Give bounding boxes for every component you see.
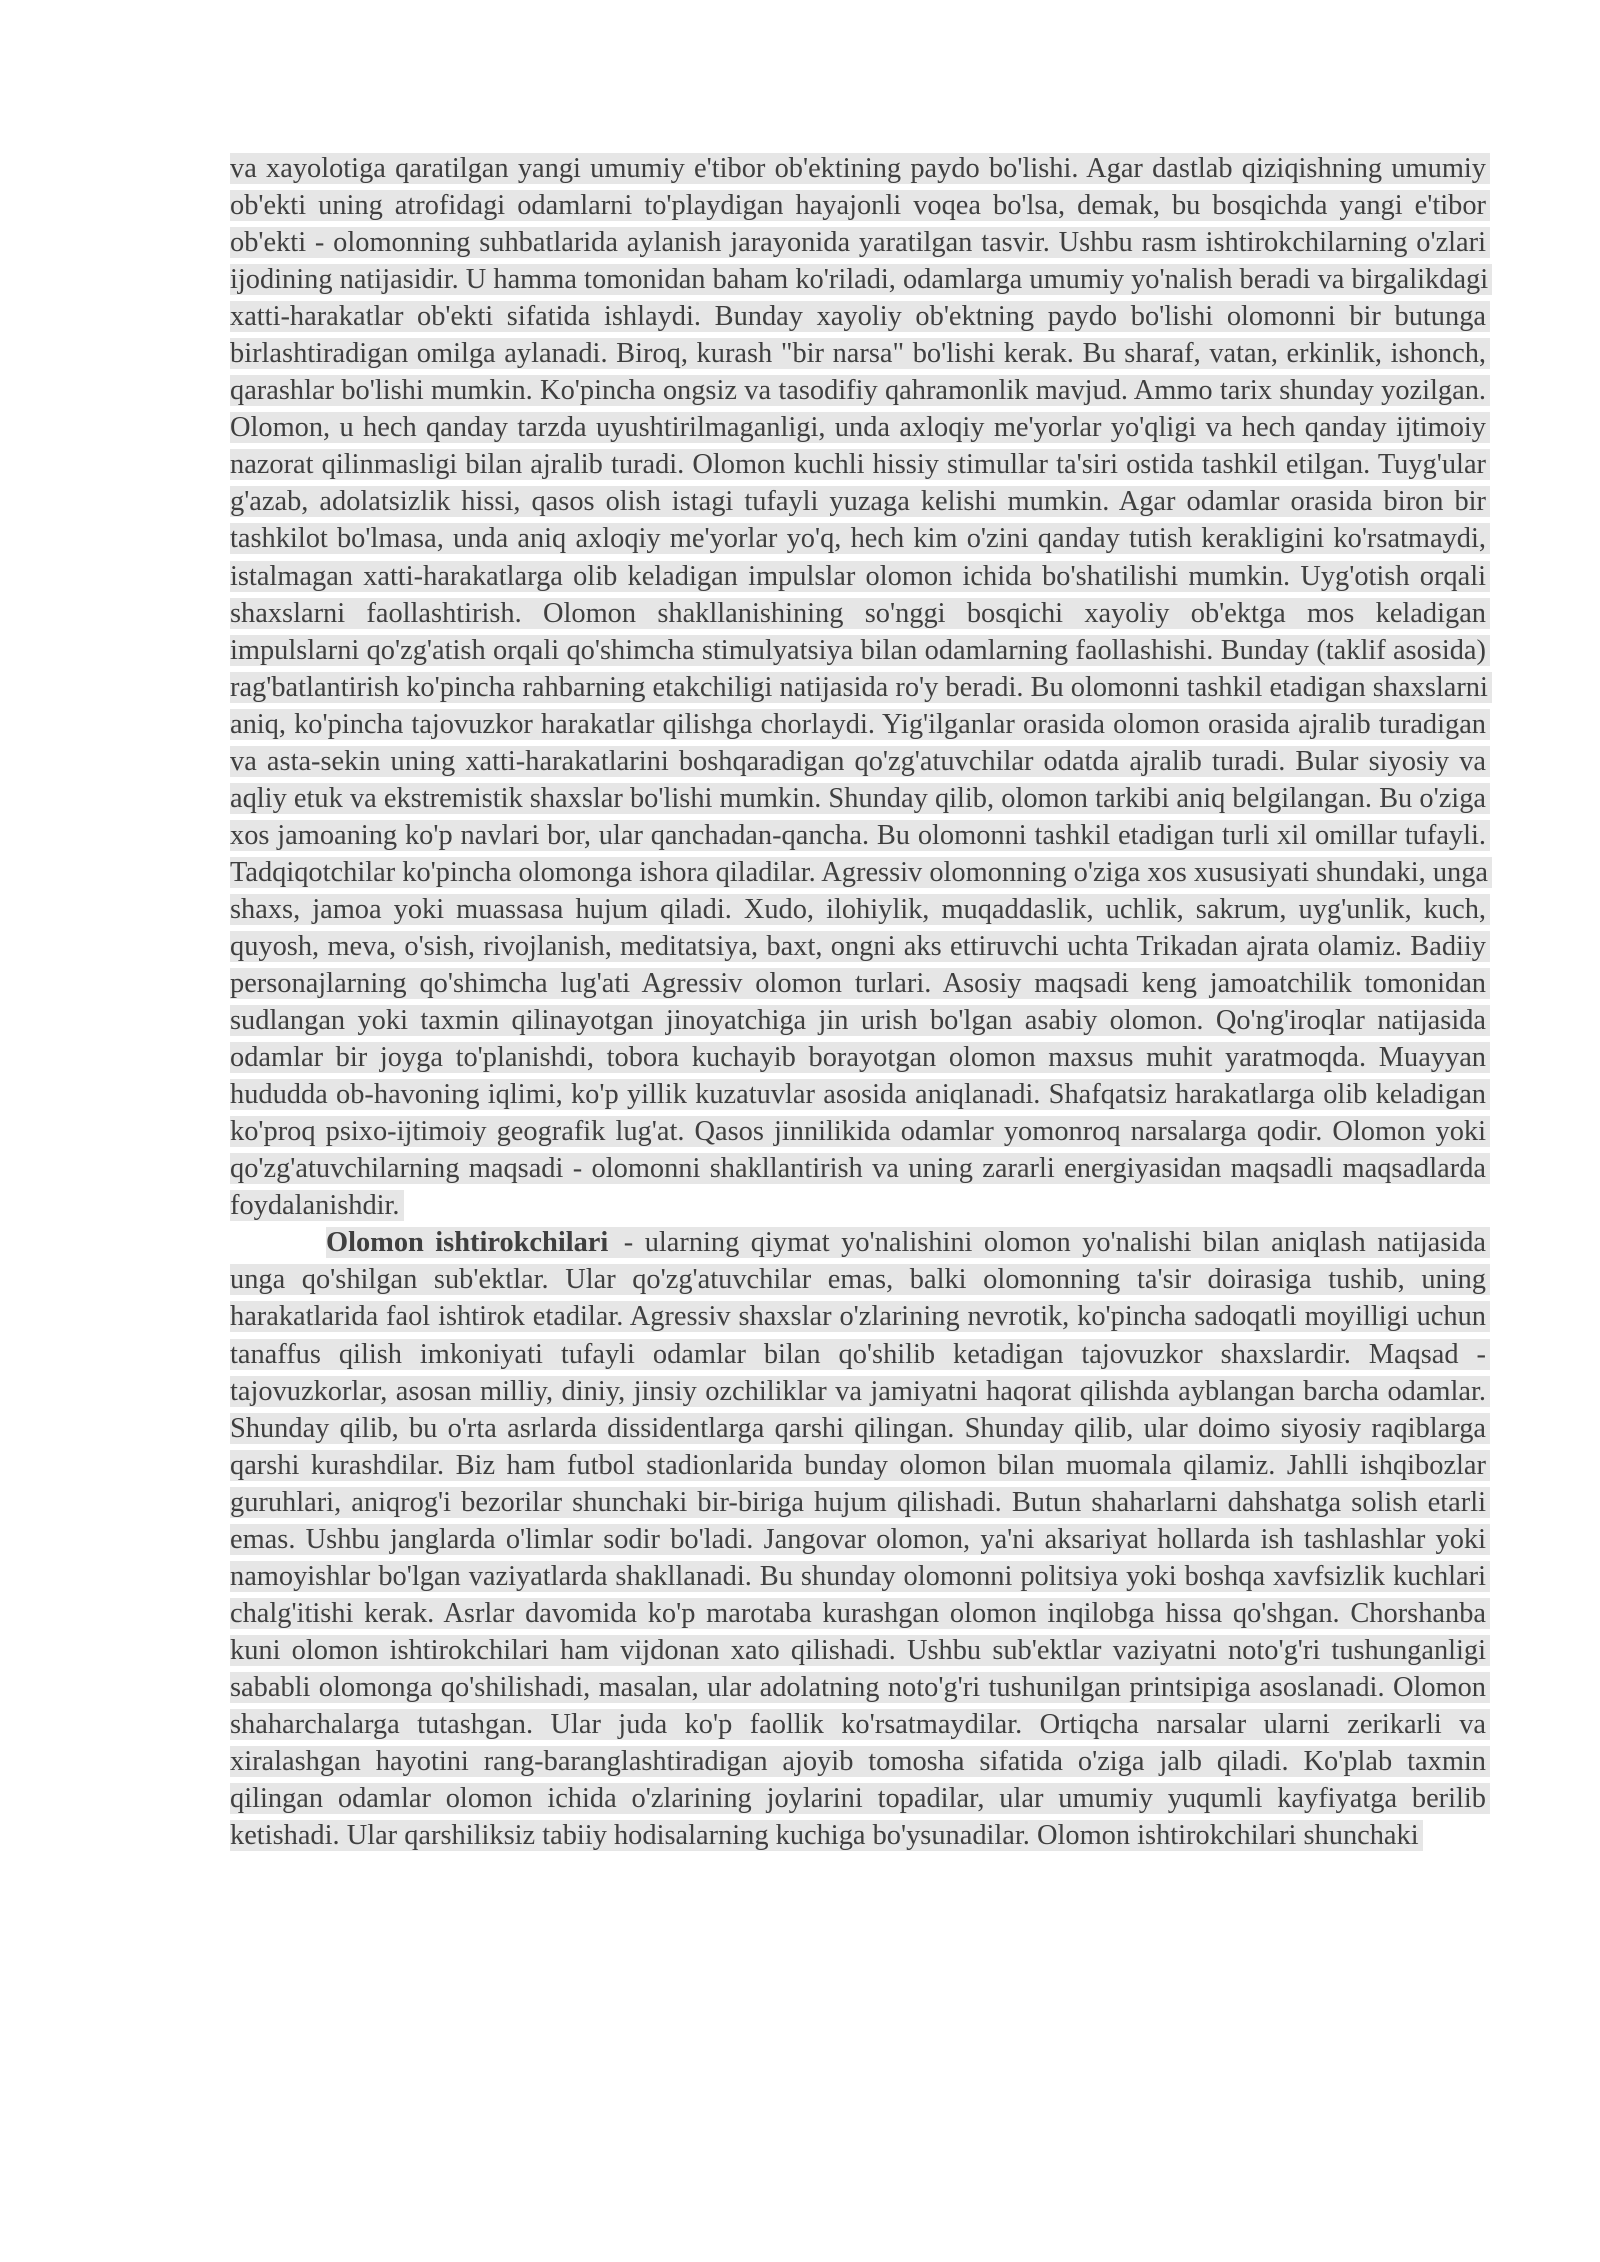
document-body [230,150,1490,1854]
paragraph-2 [230,1224,1490,1854]
paragraph-1 [230,150,1490,1224]
paragraph-1-text: va xayolotiga qaratilgan yangi umumiy e'tibor ob'ektining paydo bo'lishi. Agar dastlab qiziqishning umumiy ob'ekti uning atrofidagi odamlarni to'playdigan hayajonli voqea bo'lsa, demak, bu bosqichda yangi e'tibor ob'ekti - olomonning suhbatlarida aylanish jarayonida yaratilgan tasvir. Ushbu rasm ishtirokchilarning o'zlari ijodining natijasidir. U hamma tomonidan baham ko'riladi, odamlarga umumiy yo'nalish beradi va birgalikdagi xatti-harakatlar ob'ekti sifatida ishlaydi. Bunday xayoliy ob'ektning paydo bo'lishi olomonni bir butunga birlashtiradigan omilga aylanadi. Biroq, kurash "bir narsa" bo'lishi kerak. Bu sharaf, vatan, erkinlik, ishonch, qarashlar bo'lishi mumkin. Ko'pincha ongsiz va tasodifiy qahramonlik mavjud. Ammo tarix shunday yozilgan. Olomon, u hech qanday tarzda uyushtirilmaganligi, unda axloqiy me'yorlar yo'qligi va hech qanday ijtimoiy nazorat qilinmasligi bilan ajralib turadi. Olomon kuchli hissiy stimullar ta'siri ostida tashkil etilgan. Tuyg'ular g'azab, adolatsizlik hissi, qasos olish istagi tufayli yuzaga kelishi mumkin. Agar odamlar orasida biron bir tashkilot bo'lmasa, unda aniq axloqiy me'yorlar yo'q, hech kim o'zini qanday tutish kerakligini ko'rsatmaydi, istalmagan xatti-harakatlarga olib keladigan impulslar olomon ichida bo'shatilishi mumkin. Uyg'otish orqali shaxslarni faollashtirish. Olomon shakllanishining so'nggi bosqichi xayoliy ob'ektga mos keladigan impulslarni qo'zg'atish orqali qo'shimcha stimulyatsiya bilan odamlarning faollashishi. Bunday (taklif asosida) rag'batlantirish ko'pincha rahbarning etakchiligi natijasida ro'y beradi. Bu olomonni tashkil etadigan shaxslarni aniq, ko'pincha tajovuzkor harakatlar qilishga chorlaydi. Yig'ilganlar orasida olomon orasida ajralib turadigan va asta-sekin uning xatti-harakatlarini boshqaradigan qo'zg'atuvchilar odatda ajralib turadi. Bular siyosiy va aqliy etuk va ekstremistik shaxslar bo'lishi mumkin. Shunday qilib, olomon tarkibi aniq belgilangan. Bu o'ziga xos jamoaning ko'p navlari bor, ular qanchadan-qancha. Bu olomonni tashkil etadigan turli xil omillar tufayli. Tadqiqotchilar ko'pincha olomonga ishora qiladilar. Agressiv olomonning o'ziga xos xususiyati shundaki, unga shaxs, jamoa yoki muassasa hujum qiladi. Xudo, ilohiylik, muqaddaslik, uchlik, sakrum, uyg'unlik, kuch, quyosh, meva, o'sish, rivojlanish, meditatsiya, baxt, ongni aks ettiruvchi uchta Trikadan ajrata olamiz. Badiiy personajlarning qo'shimcha lug'ati Agressiv olomon turlari. Asosiy maqsadi keng jamoatchilik tomonidan sudlangan yoki taxmin qilinayotgan jinoyatchiga jin urish bo'lgan asabiy olomon. Qo'ng'iroqlar natijasida odamlar bir joyga to'planishdi, tobora kuchayib borayotgan olomon maxsus muhit yaratmoqda. Muayyan hududda ob-havoning iqlimi, ko'p yillik kuzatuvlar asosida aniqlanadi. Shafqatsiz harakatlarga olib keladigan ko'proq psixo-ijtimoiy geografik lug'at. Qasos jinnilikida odamlar yomonroq narsalarga qodir. Olomon yoki qo'zg'atuvchilarning maqsadi - olomonni shakllantirish va uning zararli energiyasidan maqsadli maqsadlarda foydalanishdir. [230,153,1492,1221]
paragraph-2-term: Olomon ishtirokchilari [326,1227,612,1258]
paragraph-2-text: - ularning qiymat yo'nalishini olomon yo'nalishi bilan aniqlash natijasida unga qo'shilgan sub'ektlar. Ular qo'zg'atuvchilar emas, balki olomonning ta'sir doirasiga tushib, uning harakatlarida faol ishtirok etadilar. Agressiv shaxslar o'zlarining nevrotik, ko'pincha sadoqatli moyilligi uchun tanaffus qilish imkoniyati tufayli odamlar bilan qo'shilib ketadigan tajovuzkor shaxslardir. Maqsad - tajovuzkorlar, asosan milliy, diniy, jinsiy ozchiliklar va jamiyatni haqorat qilishda ayblangan barcha odamlar. Shunday qilib, bu o'rta asrlarda dissidentlarga qarshi qilingan. Shunday qilib, ular doimo siyosiy raqiblarga qarshi kurashdilar. Biz ham futbol stadionlarida bunday olomon bilan muomala qilamiz. Jahlli ishqibozlar guruhlari, aniqrog'i bezorilar shunchaki bir-biriga hujum qilishadi. Butun shaharlarni dahshatga solish etarli emas. Ushbu janglarda o'limlar sodir bo'ladi. Jangovar olomon, ya'ni aksariyat hollarda ish tashlashlar yoki namoyishlar bo'lgan vaziyatlarda shakllanadi. Bu shunday olomonni politsiya yoki boshqa xavfsizlik kuchlari chalg'itishi kerak. Asrlar davomida ko'p marotaba kurashgan olomon inqilobga hissa qo'shgan. Chorshanba kuni olomon ishtirokchilari ham vijdonan xato qilishadi. Ushbu sub'ektlar vaziyatni noto'g'ri tushunganligi sababli olomonga qo'shilishadi, masalan, ular adolatning noto'g'ri tushunilgan printsipiga asoslanadi. Olomon shaharchalarga tutashgan. Ular juda ko'p faollik ko'rsatmaydilar. Ortiqcha narsalar ularni zerikarli va xiralashgan hayotini rang-baranglashtiradigan ajoyib tomosha sifatida o'ziga jalb qiladi. Ko'plab taxmin qilingan odamlar olomon ichida o'zlarining joylarini topadilar, ular umumiy yuqumli kayfiyatga berilib ketishadi. Ular qarshiliksiz tabiiy hodisalarning kuchiga bo'ysunadilar. Olomon ishtirokchilari shunchaki [230,1227,1490,1851]
